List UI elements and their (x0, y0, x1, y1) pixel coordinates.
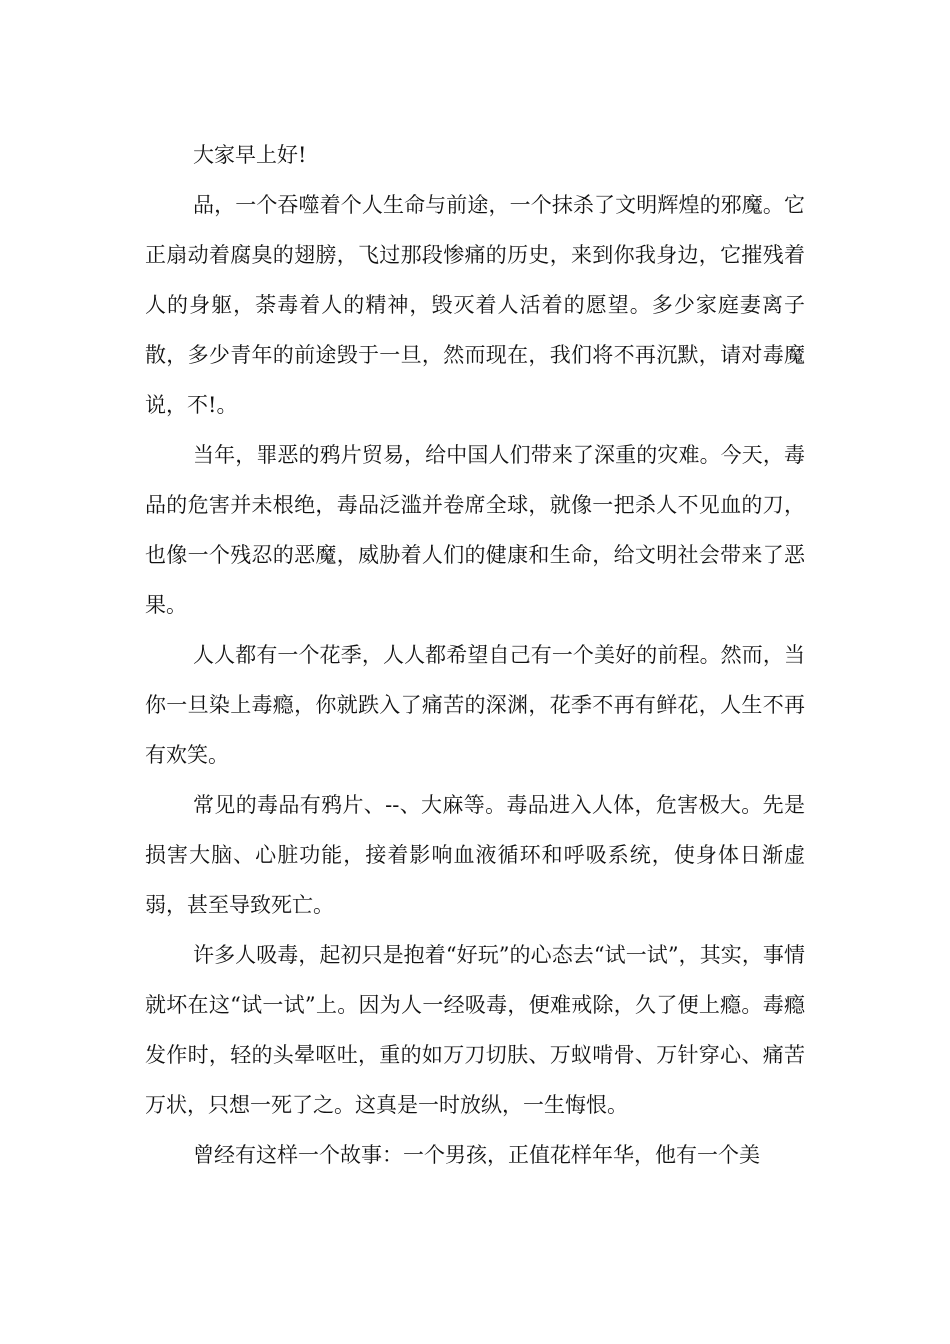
document-page (145, 130, 805, 1180)
greeting: 大家早上好! (193, 143, 307, 167)
paragraph-3: 人人都有一个花季，人人都希望自己有一个美好的前程。然而，当你一旦染上毒瘾，你就跌入了痛苦的深渊，花季不再有鲜花，人生不再有欢笑。 (145, 643, 805, 767)
paragraph-2: 当年，罪恶的鸦片贸易，给中国人们带来了深重的灾难。今天，毒品的危害并未根绝，毒品泛滥并卷席全球，就像一把杀人不见血的刀，也像一个残忍的恶魔，威胁着人们的健康和生命，给文明社会带来了恶果。 (145, 443, 805, 617)
paragraph-4: 常见的毒品有鸦片、--、大麻等。毒品进入人体，危害极大。先是损害大脑、心脏功能，接着影响血液循环和呼吸系统，使身体日渐虚弱，甚至导致死亡。 (145, 793, 805, 917)
paragraph-6: 曾经有这样一个故事：一个男孩，正值花样年华，他有一个美 (193, 1143, 760, 1167)
paragraph-5: 许多人吸毒，起初只是抱着“好玩”的心态去“试一试”，其实，事情就坏在这“试一试”上。因为人一经吸毒，便难戒除，久了便上瘾。毒瘾发作时，轻的头晕呕吐，重的如万刀切肤、万蚁啃骨、万针穿心、痛苦万状，只想一死了之。这真是一时放纵，一生悔恨。 (145, 943, 805, 1117)
paragraph-1: 品，一个吞噬着个人生命与前途，一个抹杀了文明辉煌的邪魔。它正扇动着腐臭的翅膀，飞过那段惨痛的历史，来到你我身边，它摧残着人的身躯，荼毒着人的精神，毁灭着人活着的愿望。多少家庭妻离子散，多少青年的前途毁于一旦，然而现在，我们将不再沉默，请对毒魔说，不!。 (145, 193, 805, 417)
